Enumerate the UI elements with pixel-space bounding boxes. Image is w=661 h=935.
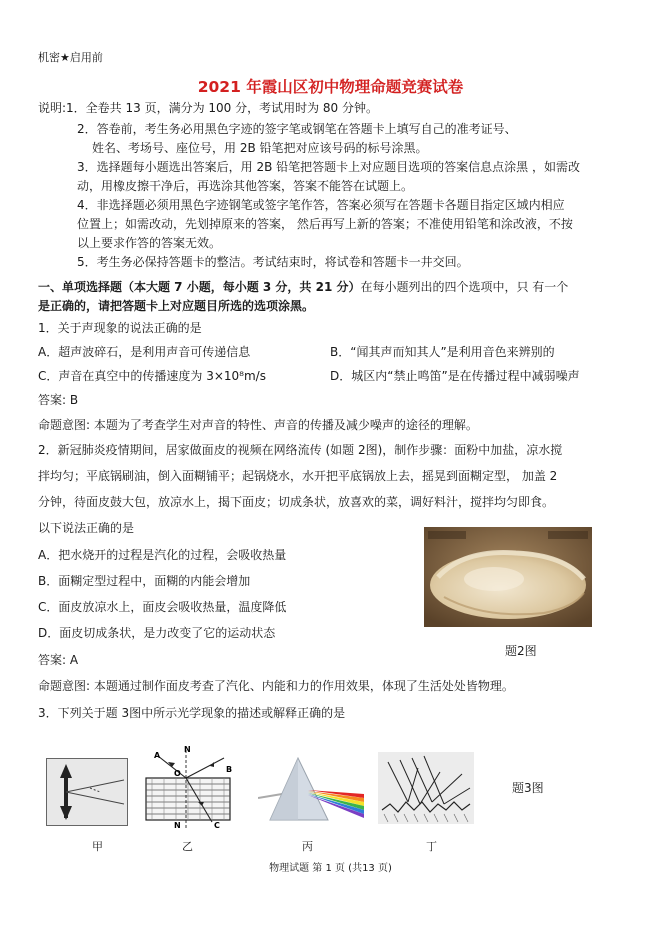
q2-intent: 命题意图: 本题通过制作面皮考查了汽化、内能和力的作用效果，体现了生活处处皆物理。 [38, 679, 514, 693]
q2-figure-label: 题2图 [505, 644, 537, 658]
instruction-line-4: 3．选择题每小题选出答案后，用 2B 铅笔把答题卡上对应题目选项的答案信息点涂黑 ，如需改 [77, 160, 580, 174]
q1-option-a: A．超声波碎石，是利用声音可传递信息 [38, 345, 251, 359]
q2-answer: 答案: A [38, 653, 79, 667]
q2-photo [424, 527, 592, 627]
section-heading-bold: 一、单项选择题（本大题 7 小题，每小题 3 分，共 21 分） [38, 280, 361, 294]
label-b: B [226, 765, 233, 774]
instruction-line-6: 4．非选择题必须用黑色字迹钢笔或签字笔作答，答案必须写在答题卡各题目指定区域内相应 [77, 198, 565, 212]
label-o: O [174, 769, 181, 778]
q1-option-c: C．声音在真空中的传播速度为 3×10⁸m/s [38, 369, 266, 383]
figure-bing-diagram [258, 754, 364, 828]
label-a: A [154, 751, 161, 760]
q2-option-a: A．把水烧开的过程是汽化的过程，会吸收热量 [38, 548, 287, 562]
q3-figure-label: 题3图 [512, 781, 544, 795]
q2-option-c: C．面皮放凉水上，面皮会吸收热量，温度降低 [38, 600, 287, 614]
sub-label-jia: 甲 [92, 840, 103, 853]
exam-title: 2021 年霞山区初中物理命题竞赛试卷 [197, 78, 464, 96]
q2-stem-line-2: 拌均匀；平底锅刷油，倒入面糊铺平；起锅烧水，水开把平底锅放上去，摇晃到面糊定型， 加盖 2 [38, 469, 558, 483]
q2-stem-line-3: 分钟，待面皮鼓大包，放凉水上，揭下面皮；切成条状，放喜欢的菜，调好料汁，搅拌均匀即食。 [38, 495, 555, 509]
q2-option-d: D．面皮切成条状，是力改变了它的运动状态 [38, 626, 276, 640]
q3-stem: 3．下列关于题 3图中所示光学现象的描述或解释正确的是 [38, 706, 346, 720]
instruction-line-5: 动，用橡皮擦干净后，再选涂其他答案，答案不能答在试题上。 [77, 179, 414, 193]
instruction-line-2: 2．答卷前，考生务必用黑色字迹的签字笔或钢笔在答题卡上填写自己的准考证号、 [77, 122, 517, 136]
instruction-line-7: 位置上；如需改动，先划掉原来的答案， 然后再写上新的答案；不准使用铅笔和涂改液，不按 [77, 217, 573, 231]
q2-prompt: 以下说法正确的是 [38, 521, 135, 535]
sub-label-bing: 丙 [302, 840, 313, 853]
instruction-line-9: 5．考生务必保持答题卡的整洁。考试结束时，将试卷和答题卡一井交回。 [77, 255, 469, 269]
confidential-label: 机密★启用前 [38, 51, 103, 64]
figure-yi-diagram [140, 744, 236, 832]
sub-label-yi: 乙 [182, 840, 193, 853]
section-heading-line-1 [38, 279, 568, 295]
label-n-top: N [184, 745, 191, 754]
section-heading-line-2: 是正确的，请把答题卡上对应题目所选的选项涂黑。 [38, 299, 315, 313]
figure-jia-diagram [46, 758, 128, 826]
q1-stem: 1．关于声现象的说法正确的是 [38, 321, 202, 335]
q2-option-b: B．面糊定型过程中，面糊的内能会增加 [38, 574, 251, 588]
q1-intent: 命题意图: 本题为了考查学生对声音的特性、声音的传播及减少噪声的途径的理解。 [38, 418, 478, 432]
instruction-line-3: 姓名、考场号、座位号，用 2B 铅笔把对应该号码的标号涂黑。 [92, 141, 428, 155]
q1-answer: 答案: B [38, 393, 79, 407]
q1-option-d: D．城区内“禁止鸣笛”是在传播过程中减弱噪声 [330, 369, 580, 383]
instruction-line-1: 说明:1．全卷共 13 页，满分为 100 分，考试用时为 80 分钟。 [38, 101, 379, 115]
dough-sheet-image [424, 527, 592, 627]
label-c: C [214, 821, 220, 830]
instruction-line-8: 以上要求作答的答案无效。 [77, 236, 222, 250]
figure-ding-diagram [378, 752, 474, 824]
section-heading-rest: 在每小题列出的四个选项中，只 有一个 [360, 280, 569, 294]
q2-stem-line-1: 2．新冠肺炎疫情期间，居家做面皮的视频在网络流传 (如题 2图)，制作步骤：面粉中加盐，凉水搅 [38, 443, 563, 457]
page-footer: 物理试题 第 1 页 (共13 页) [269, 863, 392, 874]
sub-label-ding: 丁 [426, 840, 437, 853]
q1-option-b: B．“闻其声而知其人”是利用音色来辨别的 [330, 345, 555, 359]
label-n-bottom: N [174, 821, 181, 830]
